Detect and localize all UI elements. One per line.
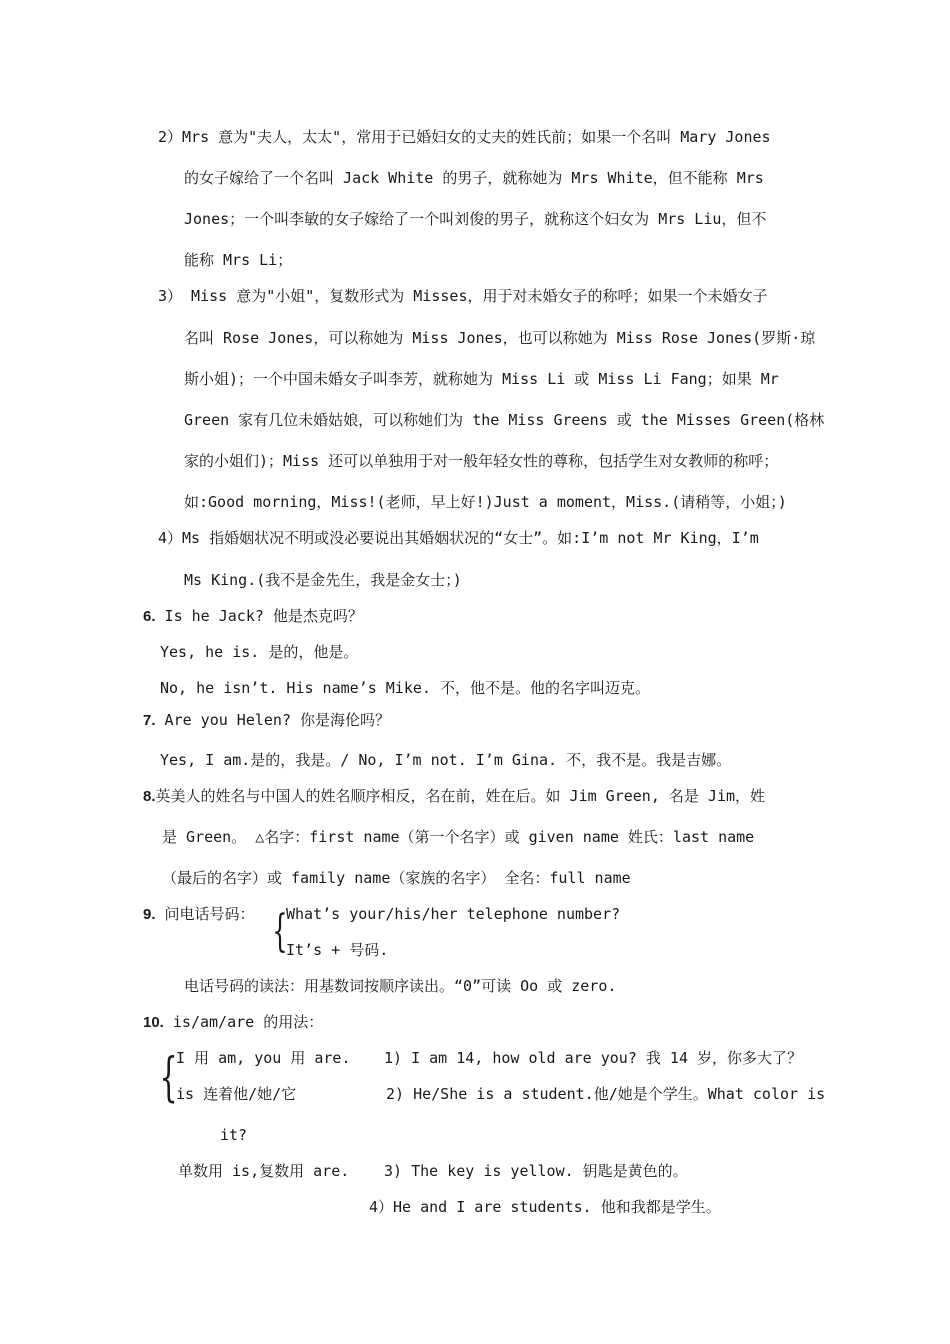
- section8-line2: 是 Green。 △名字：first name（第一个名字）或 given name 姓氏：last name: [162, 828, 755, 846]
- section10-number: 10.: [143, 1014, 164, 1031]
- item3-line5: 家的小姐们)；Miss 还可以单独用于对一般年轻女性的尊称，包括学生对女教师的称呼；: [184, 452, 779, 470]
- section10-example-4: 4）He and I are students. 他和我都是学生。: [369, 1198, 721, 1216]
- section10-rule-singular-plural: 单数用 is,复数用 are.: [178, 1162, 350, 1180]
- section9-label: [143, 903, 255, 926]
- item3-line6: 如:Good morning，Miss!(老师，早上好!)Just a moment，Miss.(请稍等，小姐；): [184, 493, 787, 511]
- item3-line4: Green 家有几位未婚姑娘，可以称她们为 the Miss Greens 或 the Misses Green(格林: [184, 411, 825, 429]
- section8-line3: （最后的名字）或 family name（家族的名字） 全名：full name: [162, 869, 631, 887]
- section8-text: 英美人的姓名与中国人的姓名顺序相反，名在前，姓在后。如 Jim Green, 名是 Jim，姓: [155, 787, 766, 805]
- section10-brace: {: [159, 1048, 178, 1108]
- item3-line2: 名叫 Rose Jones，可以称她为 Miss Jones，也可以称她为 Miss Rose Jones(罗斯·琼: [184, 329, 816, 347]
- section9-answer: It’s + 号码.: [286, 941, 389, 959]
- section7-answer: Yes, I am.是的，我是。/ No, I’m not. I’m Gina. 不，我不是。我是吉娜。: [160, 751, 732, 769]
- section7-number: 7.: [143, 712, 156, 729]
- section10-example-1: 1) I am 14, how old are you? 我 14 岁，你多大了？: [384, 1049, 803, 1067]
- item2-line1: 2）Mrs 意为"夫人，太太"，常用于已婚妇女的丈夫的姓氏前；如果一个名叫 Mary Jones: [158, 128, 771, 146]
- section9-brace: {: [272, 906, 288, 957]
- section9-number: 9.: [143, 906, 156, 923]
- item3-line3: 斯小姐)；一个中国未婚女子叫李芳，就称她为 Miss Li 或 Miss Li Fang；如果 Mr: [184, 370, 779, 388]
- section10-title: [143, 1011, 323, 1034]
- section10-example-2: 2) He/She is a student.他/她是个学生。What color is: [386, 1085, 826, 1103]
- section10-example-2-cont: it?: [220, 1126, 248, 1144]
- section6-answer-yes: Yes, he is. 是的，他是。: [160, 643, 359, 661]
- item4-line2: Ms King.(我不是金先生，我是金女士；): [184, 571, 462, 589]
- item2-line3: Jones；一个叫李敏的女子嫁给了一个叫刘俊的男子，就称这个妇女为 Mrs Liu，但不: [184, 210, 767, 228]
- section6-number: 6.: [143, 608, 156, 625]
- item3-line1: 3） Miss 意为"小姐"，复数形式为 Misses，用于对未婚女子的称呼；如果一个未婚女子: [158, 287, 768, 305]
- section8-number: 8.: [143, 788, 156, 805]
- section6-question-text: Is he Jack? 他是杰克吗？: [164, 607, 363, 625]
- section7-question-text: Are you Helen? 你是海伦吗？: [164, 711, 391, 729]
- section8-line1: [143, 785, 765, 808]
- section7-question: [143, 709, 390, 732]
- item2-line2: 的女子嫁给了一个名叫 Jack White 的男子，就称她为 Mrs White，但不能称 Mrs: [184, 169, 764, 187]
- item2-line4: 能称 Mrs Li；: [184, 251, 293, 269]
- section10-rule-am-are: I 用 am, you 用 are.: [176, 1049, 351, 1067]
- section10-title-text: is/am/are 的用法：: [172, 1013, 324, 1031]
- section10-rule-is: is 连着他/她/它: [176, 1085, 297, 1103]
- section9-note: 电话号码的读法：用基数词按顺序读出。“0”可读 Oo 或 zero.: [184, 977, 617, 995]
- item4-line1: 4）Ms 指婚姻状况不明或没必要说出其婚姻状况的“女士”。如:I’m not Mr King，I’m: [158, 529, 759, 547]
- section9-question: What’s your/his/her telephone number?: [286, 905, 621, 923]
- section9-label-text: 问电话号码：: [164, 905, 255, 923]
- section10-example-3: 3) The key is yellow. 钥匙是黄色的。: [384, 1162, 688, 1180]
- section6-question: [143, 605, 363, 628]
- section6-answer-no: No, he isn’t. His name’s Mike. 不，他不是。他的名字叫迈克。: [160, 679, 650, 697]
